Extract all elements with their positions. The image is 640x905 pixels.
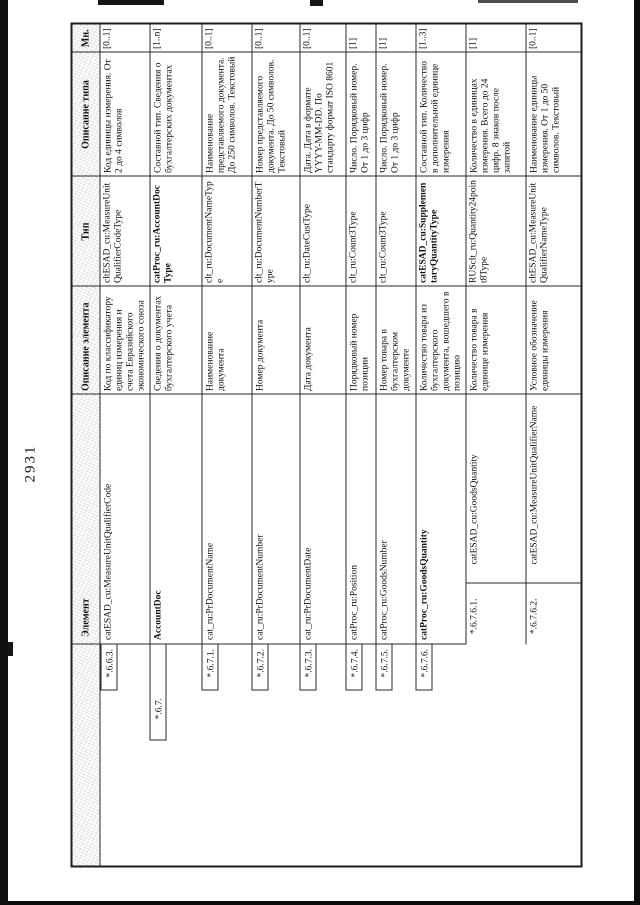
- cell-type: catESAD_cu:SupplementaryQuantityType: [416, 177, 466, 287]
- page-number: 2931: [22, 444, 39, 483]
- cell-element-description: Номер товара в бухгалтерском документе: [376, 287, 416, 395]
- scan-artifact: [98, 0, 164, 5]
- cell-element: catProc_ru:Position: [346, 395, 376, 645]
- scan-artifact: [310, 0, 323, 6]
- row-number: *.6.6.3.: [100, 645, 117, 691]
- cell-number: [252, 645, 300, 867]
- cell-type: clt_ru:Count3Type: [346, 177, 376, 287]
- cell-multiplicity: [0..1]: [300, 24, 346, 53]
- column-header-element-description: Описание элемента: [72, 287, 100, 395]
- cell-type-description: Составной тип. Сведения о бухгалтерских документах: [150, 53, 202, 177]
- cell-number: [376, 645, 416, 867]
- cell-element: catESAD_cu:GoodsQuantity: [466, 395, 526, 645]
- cell-element: catProc_ru:GoodsQuantity: [416, 395, 466, 645]
- cell-type-description: Составной тип. Количество в дополнительной единице измерения: [416, 53, 466, 177]
- row-number: *.6.7.1.: [202, 645, 219, 691]
- cell-element-description: Количество товара в единице измерения: [466, 287, 526, 395]
- table-row: [466, 24, 526, 867]
- cell-multiplicity: [1]: [376, 24, 416, 53]
- cell-element: catProc_ru:GoodsNumber: [376, 395, 416, 645]
- cell-multiplicity: [0..1]: [252, 24, 300, 53]
- cell-type: clt_ru:DocumentNameType: [202, 177, 252, 287]
- cell-type-description: Наименование единицы измерения. От 1 до 50 символов. Текстовый: [526, 53, 582, 177]
- column-header-multiplicity: Мн.: [72, 24, 100, 53]
- cell-number: [202, 645, 252, 867]
- cell-multiplicity: [1]: [466, 24, 526, 53]
- table-row: [346, 24, 376, 867]
- cell-element: catESAD_cu:MeasureUnitQualifierCode: [100, 395, 150, 645]
- column-header-type: Тип: [72, 177, 100, 287]
- row-number: *.6.7.: [150, 645, 167, 741]
- table-row: [376, 24, 416, 867]
- cell-element-description: Условное обозначение единицы измерения: [526, 287, 582, 395]
- cell-type-description: Дата. Дата в формате YYYY-MM-DD. По стандарту формат ISO 8601: [300, 53, 346, 177]
- cell-multiplicity: [1..n]: [150, 24, 202, 53]
- cell-element: cat_ru:PrDocumentName: [202, 395, 252, 645]
- cell-number: [100, 645, 150, 867]
- cell-type-description: Номер представляемого документа. До 50 символов. Текстовый: [252, 53, 300, 177]
- cell-type-description: Код единицы измерения. От 2 до 4 символов: [100, 53, 150, 177]
- cell-element-description: Сведения о документах бухгалтерского учета: [150, 287, 202, 395]
- cell-type: catProc_ru:AccountDocType: [150, 177, 202, 287]
- row-number: *.6.7.2.: [252, 645, 269, 691]
- row-number: *.6.7.6.: [416, 645, 433, 691]
- cell-element-description: Количество товара из бухгалтерского документа, вошедшего в позицию: [416, 287, 466, 395]
- row-number: *.6.7.6.1.: [469, 598, 480, 635]
- cell-element-description: Код по классификатору единиц измерения и счета Евразийского экономического союза: [100, 287, 150, 395]
- cell-element: cat_ru:PrDocumentDate: [300, 395, 346, 645]
- cell-type-description: Наименование представляемого документа. До 250 символов. Текстовый: [202, 53, 252, 177]
- table-row: [300, 24, 346, 867]
- cell-number: [300, 645, 346, 867]
- cell-type-description: Число. Порядковый номер. От 1 до 3 цифр: [346, 53, 376, 177]
- header-row: [72, 24, 100, 867]
- cell-type: cltESAD_cu:MeasureUnitQualifierCodeType: [100, 177, 150, 287]
- cell-number: [466, 598, 526, 867]
- cell-type: clt_ru:Count3Type: [376, 177, 416, 287]
- cell-type: clt_ru:DateCustType: [300, 177, 346, 287]
- table-row: [202, 24, 252, 867]
- table-row: [416, 24, 466, 867]
- cell-element: AccountDoc: [150, 395, 202, 645]
- column-header-type-description: Описание типа: [72, 53, 100, 177]
- column-header-element: Элемент: [72, 395, 100, 645]
- cell-number: [416, 645, 466, 867]
- cell-type: clt_ru:DocumentNumberType: [252, 177, 300, 287]
- row-number: *.6.7.6.2.: [529, 598, 540, 635]
- cell-multiplicity: [0..1]: [100, 24, 150, 53]
- table-row: [150, 24, 202, 867]
- cell-element-description: Номер документа: [252, 287, 300, 395]
- cell-multiplicity: [0..1]: [202, 24, 252, 53]
- cell-number: [346, 645, 376, 867]
- table-body: [100, 24, 582, 867]
- cell-type: RUSclt_ru:Quantity24point8Type: [466, 177, 526, 287]
- cell-number: [150, 645, 202, 867]
- cell-element: catESAD_cu:MeasureUnitQualifierName: [526, 395, 582, 645]
- cell-multiplicity: [0..1]: [526, 24, 582, 53]
- cell-type-description: Число. Порядковый номер. От 1 до 3 цифр: [376, 53, 416, 177]
- cell-multiplicity: [1]: [346, 24, 376, 53]
- row-number: *.6.7.3.: [300, 645, 317, 691]
- table-row: [526, 24, 582, 867]
- row-number: *.6.7.4.: [346, 645, 363, 691]
- column-header-number: [72, 645, 100, 867]
- element-specification-table: [71, 23, 583, 868]
- table-row: [252, 24, 300, 867]
- cell-multiplicity: [1..3]: [416, 24, 466, 53]
- scan-artifact: [0, 642, 13, 656]
- table-row: [100, 24, 150, 867]
- scan-artifact: [478, 0, 578, 3]
- cell-type-description: Количество в единицах измерения. Всего до 24 цифр. 8 знаков после запятой: [466, 53, 526, 177]
- rotated-page-content: [1, 0, 640, 905]
- row-number: *.6.7.5.: [376, 645, 393, 691]
- cell-element: cat_ru:PrDocumentNumber: [252, 395, 300, 645]
- cell-type: cltESAD_cu:MeasureUnitQualifierNameType: [526, 177, 582, 287]
- cell-element-description: Наименование документа: [202, 287, 252, 395]
- cell-element-description: Дата документа: [300, 287, 346, 395]
- table-header: [72, 24, 100, 867]
- cell-element-description: Порядковый номер позиции: [346, 287, 376, 395]
- cell-number: [526, 598, 582, 867]
